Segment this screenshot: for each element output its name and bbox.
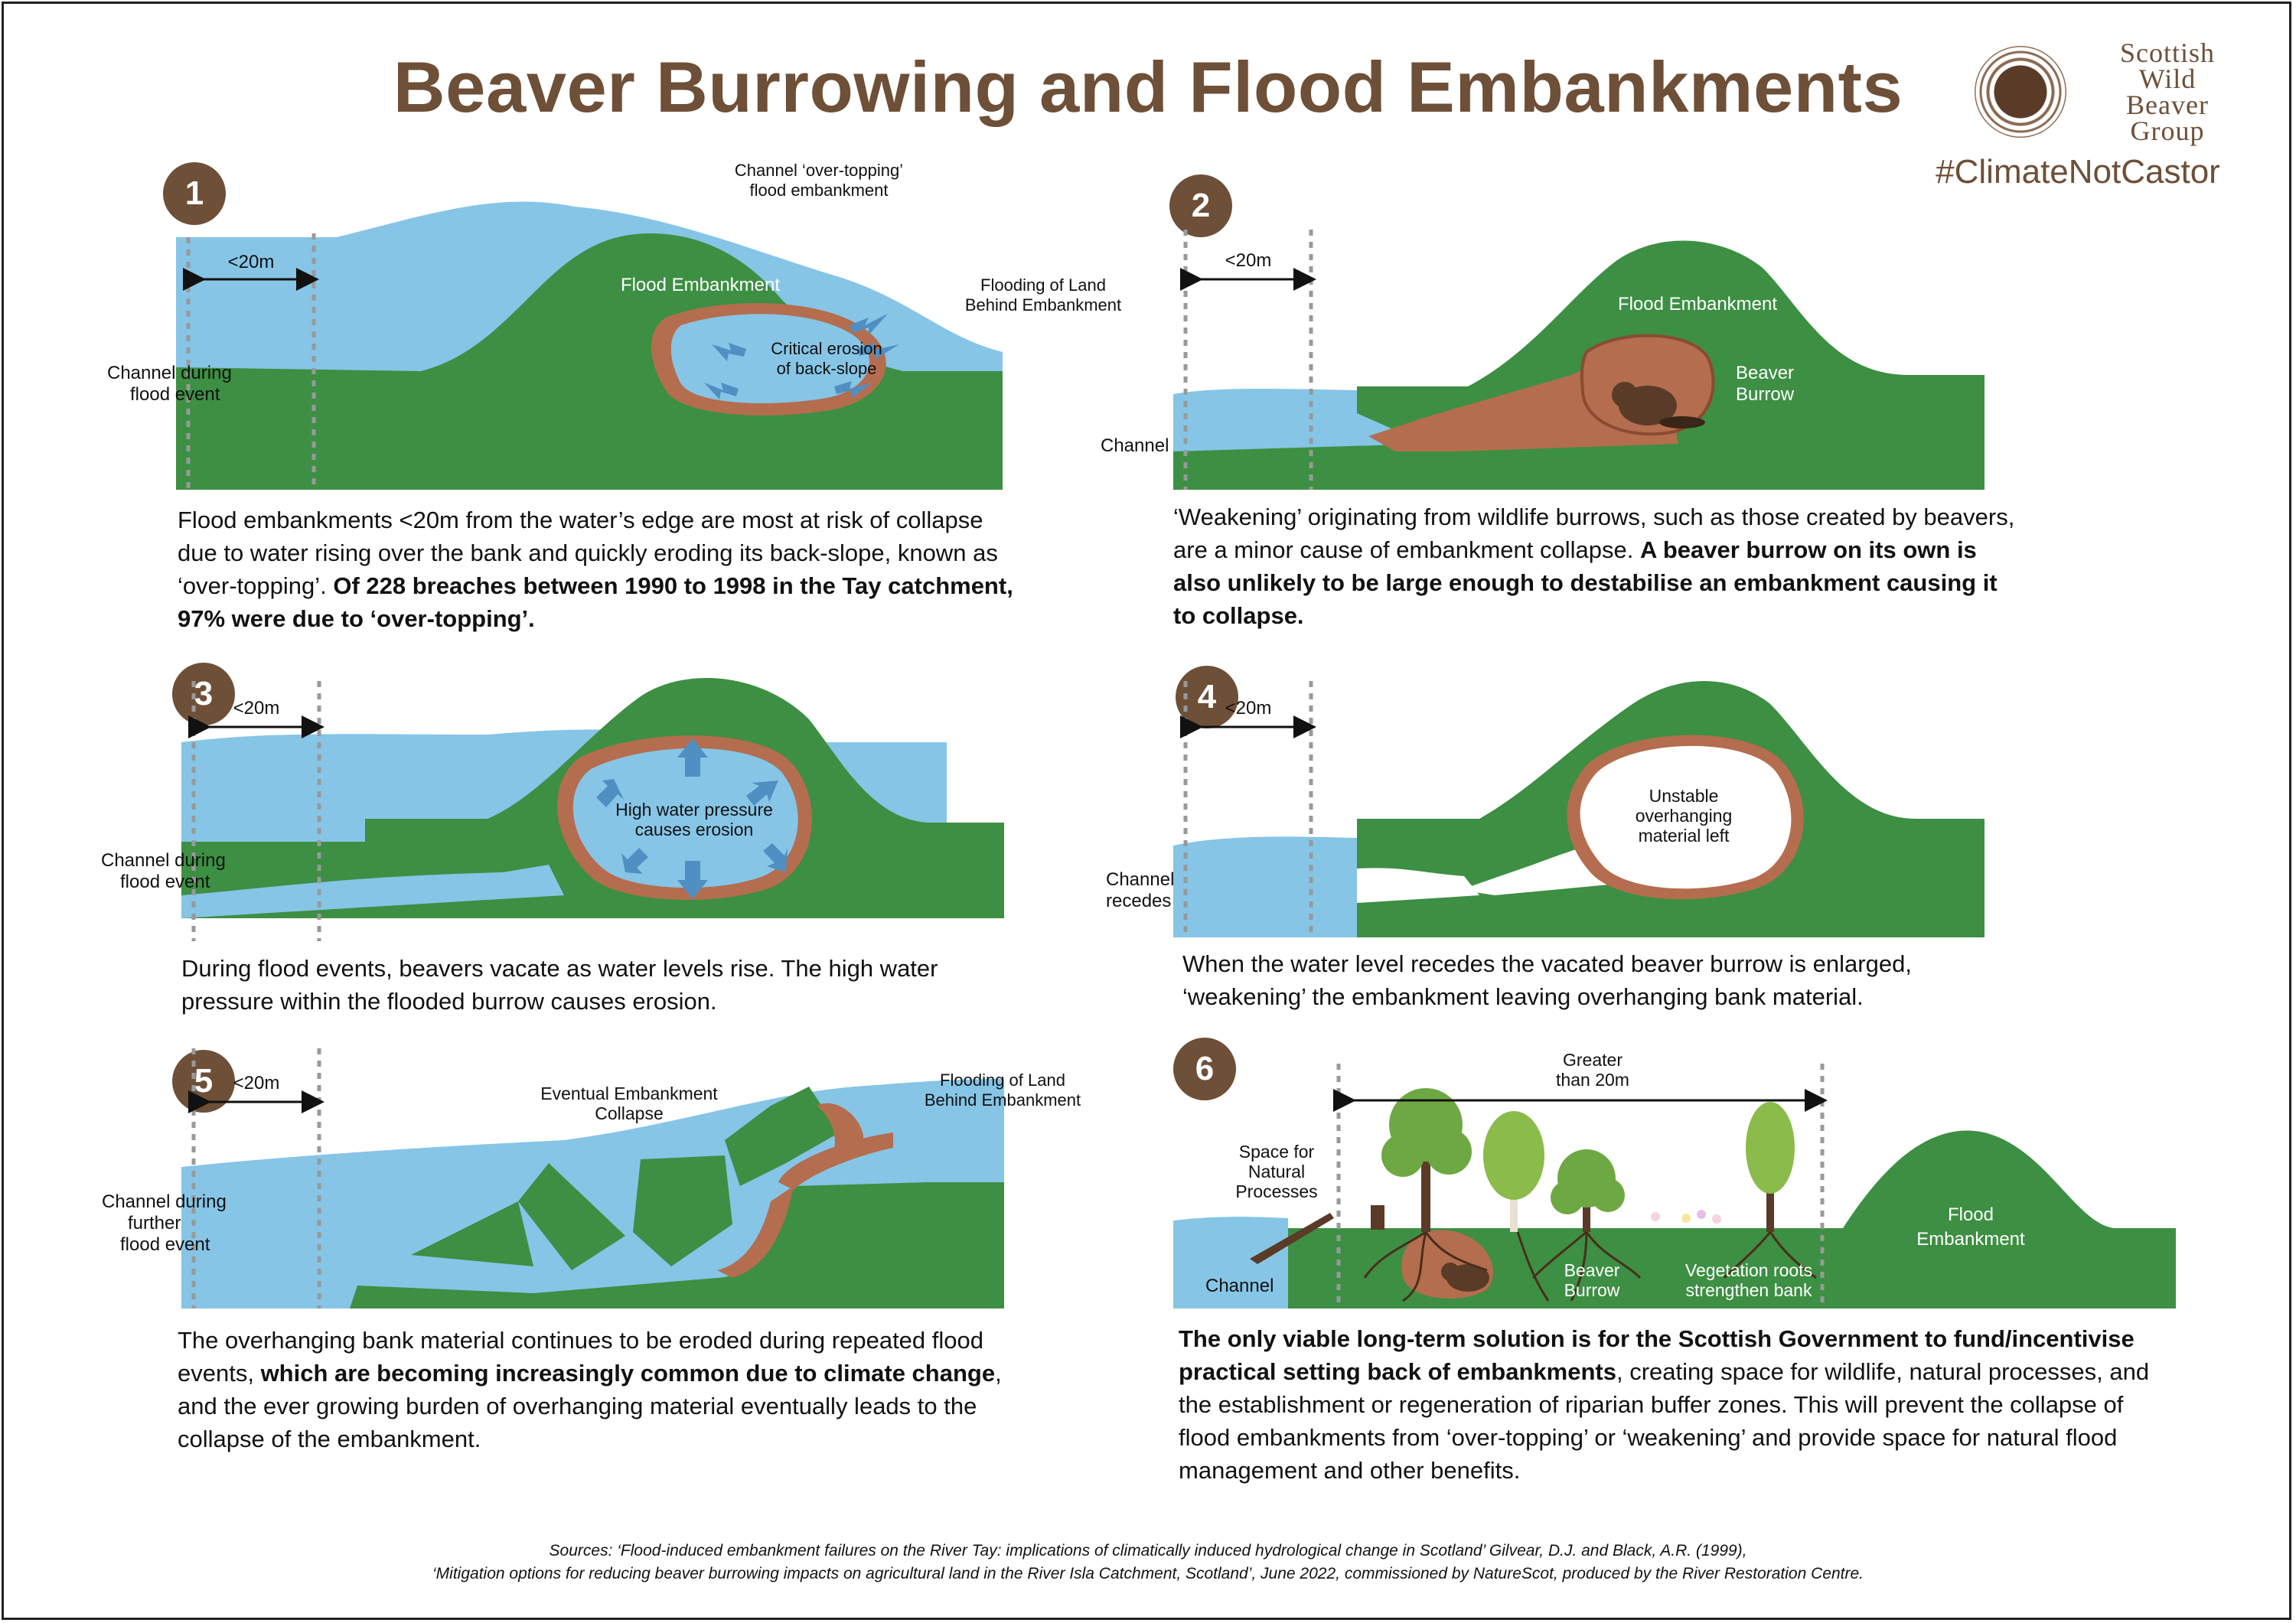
tree-stump [1371, 1205, 1384, 1230]
channel-label: Channel recedes [1106, 869, 1175, 911]
channel-label: Channel [1205, 1276, 1274, 1296]
panel-3-diagram [101, 666, 1023, 941]
beaver-logo-icon [1975, 46, 2066, 138]
step-4-badge: 4 [1176, 666, 1238, 728]
distance-label: <20m [227, 252, 275, 272]
sources [0, 1540, 2296, 1586]
panel-2-text: ‘Weakening’ originating from wildlife burrows, such as those created by beavers, are a minor cause of embankment collapse. A beaver burrow on its own is also unlikely to be large enough to destabilise an embankment causing it to collapse. [1173, 504, 2015, 629]
step-6-badge: 6 [1173, 1038, 1236, 1100]
panel-6-diagram [1173, 1048, 2183, 1316]
embankment-label: Flood Embankment [620, 275, 781, 295]
channel-label: Channel during flood event [107, 363, 232, 405]
source-2: ‘Mitigation options for reducing beaver burrowing impacts on agricultural land in the River Isla Catchment, Scotland’, June 2022, commissioned by NatureScot, produced by the River Restoration Centre. [432, 1565, 1864, 1582]
distance-label: Greater than 20m [1556, 1050, 1629, 1090]
logo [1968, 37, 2252, 155]
flooding-label: Flooding of Land Behind Embankment [924, 1071, 1081, 1110]
panel-6-text: The only viable long-term solution is for the Scottish Government to fund/incentivise practical setting back of embankments, creating space for wildlife, natural processes, and the establishment or regeneration of riparian buffer zones. This will prevent the collapse of flood embankments from ‘over-topping’ or ‘weakening’ and provide space for natural flood management and other benefits. [1179, 1325, 2150, 1484]
step-5-badge: 5 [172, 1050, 235, 1113]
panel-4-diagram [1106, 673, 2015, 949]
page-title: Beaver Burrowing and Flood Embankments [393, 47, 1903, 127]
shrub-icon [1551, 1149, 1625, 1232]
roots-label: Vegetation roots strengthen bank [1684, 1260, 1813, 1300]
distance-label: <20m [1225, 698, 1272, 719]
flooding-label: Flooding of Land Behind Embankment [964, 275, 1122, 314]
step-3-badge: 3 [172, 663, 235, 725]
channel-label: Channel during further flood event [102, 1191, 227, 1255]
panel-2-diagram [1101, 222, 2015, 497]
embankment-label: Flood Embankment [1916, 1204, 2025, 1250]
pressure-label: High water pressure causes erosion [615, 800, 773, 839]
collapse-label: Eventual Embankment Collapse [540, 1084, 718, 1123]
panel-5-text: The overhanging bank material continues to be eroded during repeated flood events, which are becoming increasingly common due to climate change, and the ever growing burden of overhanging material eventually leads to the collapse of the embankment. [178, 1327, 1002, 1452]
burrow-label: Beaver Burrow [1736, 363, 1795, 405]
logo-text: Scottish Wild Beaver Group [2119, 37, 2215, 146]
overtop-label: Channel ‘over-topping’ flood embankment [734, 161, 904, 200]
distance-label: <20m [233, 1073, 280, 1093]
panel-3-text: During flood events, beavers vacate as water levels rise. The high water pressure within the flooded burrow causes erosion. [181, 955, 938, 1015]
source-1: Sources: ‘Flood-induced embankment failures on the River Tay: implications of climatically induced hydrological change in Scotland’ Gilvear, D.J. and Black, A.R. (1999), [549, 1542, 1747, 1559]
tree-icon [1746, 1102, 1795, 1232]
step-2-badge: 2 [1169, 174, 1232, 237]
channel-water [1173, 836, 1357, 937]
wildflowers-icon [1651, 1208, 1721, 1224]
channel-label: Channel [1101, 435, 1169, 456]
tree-icon [1483, 1111, 1544, 1232]
burrow-label: Beaver Burrow [1564, 1260, 1620, 1300]
unstable-label: Unstable overhanging material left [1635, 786, 1733, 846]
step-1-badge: 1 [163, 162, 226, 225]
erosion-label: Critical erosion of back-slope [771, 339, 882, 378]
panel-1-text: Flood embankments <20m from the water’s edge are most at risk of collapse due to water rising over the bank and quickly eroding its back-slope, known as ‘over-topping’. Of 228 breaches between 1990 to 1998 in the Tay catchment, 97% were due to ‘over-topping’. [178, 507, 1013, 632]
embankment-label: Flood Embankment [1617, 294, 1778, 314]
distance-label: <20m [233, 698, 280, 719]
space-label: Space for Natural Processes [1235, 1142, 1318, 1201]
panel-5-diagram [102, 1048, 1081, 1316]
hashtag: #ClimateNotCastor [1936, 153, 2220, 191]
channel-label: Channel during flood event [101, 850, 226, 892]
panel-1-diagram [107, 161, 1122, 497]
tree-icon [1381, 1088, 1472, 1232]
distance-label: <20m [1225, 250, 1272, 271]
embankment [1173, 241, 1985, 490]
panel-4-text: When the water level recedes the vacated beaver burrow is enlarged, ‘weakening’ the embankment leaving overhanging bank material. [1182, 950, 1912, 1010]
